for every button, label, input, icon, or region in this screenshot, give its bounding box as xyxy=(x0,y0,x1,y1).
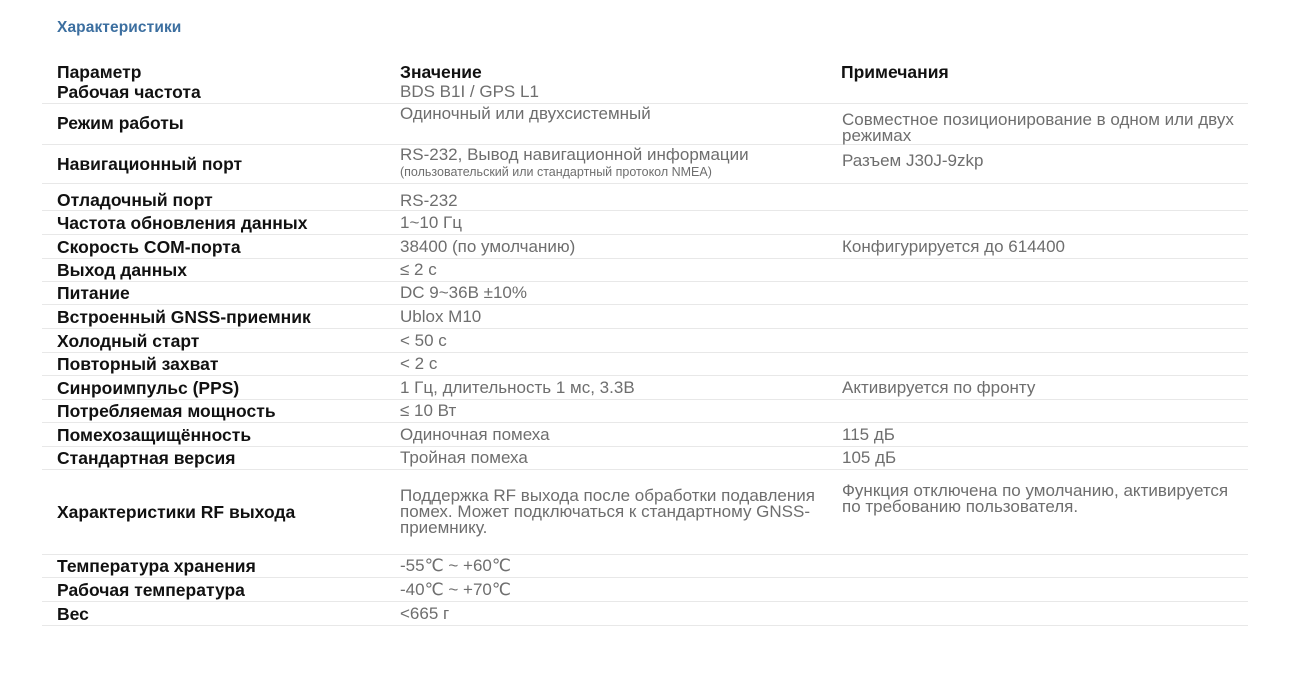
value-cell: Одиночная помеха xyxy=(385,423,826,447)
table-header-row xyxy=(42,63,1248,84)
value-cell: <665 г xyxy=(385,602,826,626)
note-cell xyxy=(826,305,1248,329)
table-row xyxy=(42,376,1248,400)
value-cell: DC 9~36В ±10% xyxy=(385,282,826,305)
table-row xyxy=(42,145,1248,184)
param-cell: Частота обновления данных xyxy=(42,211,385,235)
table-row xyxy=(42,305,1248,329)
table-row xyxy=(42,353,1248,376)
note-cell: 105 дБ xyxy=(826,447,1248,470)
param-cell: Питание xyxy=(42,282,385,305)
table-row xyxy=(42,84,1248,104)
value-cell: 38400 (по умолчанию) xyxy=(385,235,826,259)
value-cell: 1 Гц, длительность 1 мс, 3.3В xyxy=(385,376,826,400)
table-row xyxy=(42,104,1248,145)
column-header-value: Значение xyxy=(400,62,482,82)
value-cell: ≤ 10 Вт xyxy=(385,400,826,423)
table-row xyxy=(42,211,1248,235)
table-row xyxy=(42,259,1248,282)
param-cell: Рабочая частота xyxy=(42,84,385,104)
note-cell xyxy=(826,211,1248,235)
note-cell xyxy=(826,555,1248,578)
param-cell: Стандартная версия xyxy=(42,447,385,470)
param-cell: Вес xyxy=(42,602,385,626)
value-cell: Ublox M10 xyxy=(385,305,826,329)
table-row xyxy=(42,447,1248,470)
param-cell: Температура хранения xyxy=(42,555,385,578)
param-cell: Холодный старт xyxy=(42,329,385,353)
value-cell: ≤ 2 с xyxy=(385,259,826,282)
table-row xyxy=(42,184,1248,211)
note-cell xyxy=(826,329,1248,353)
note-cell xyxy=(826,184,1248,211)
value-cell: -55℃ ~ +60℃ xyxy=(385,555,826,578)
table-row xyxy=(42,555,1248,578)
note-cell: Совместное позиционирование в одном или двух режимах xyxy=(826,104,1248,145)
value-subnote: (пользовательский или стандартный протокол NMEA) xyxy=(400,165,712,179)
note-cell: Активируется по фронту xyxy=(826,376,1248,400)
value-cell: Поддержка RF выхода после обработки подавления помех. Может подключаться к стандартному GNSS-приемнику. xyxy=(385,470,826,555)
param-cell: Режим работы xyxy=(42,104,385,145)
note-cell: Разъем J30J-9zkp xyxy=(826,145,1248,184)
param-cell: Помехозащищённость xyxy=(42,423,385,447)
note-cell xyxy=(826,400,1248,423)
value-cell: < 50 с xyxy=(385,329,826,353)
value-cell: -40℃ ~ +70℃ xyxy=(385,578,826,602)
value-cell: RS-232 xyxy=(385,184,826,211)
note-cell: Функция отключена по умолчанию, активируется по требованию пользователя. xyxy=(826,470,1248,555)
param-cell: Характеристики RF выхода xyxy=(42,470,385,555)
value-cell: 1~10 Гц xyxy=(385,211,826,235)
column-header-param: Параметр xyxy=(57,62,142,82)
note-cell xyxy=(826,84,1248,104)
table-row xyxy=(42,423,1248,447)
value-main: RS-232, Вывод навигационной информации xyxy=(400,145,749,164)
param-cell: Встроенный GNSS-приемник xyxy=(42,305,385,329)
table-row xyxy=(42,235,1248,259)
note-cell xyxy=(826,259,1248,282)
param-cell: Скорость COM-порта xyxy=(42,235,385,259)
note-cell xyxy=(826,282,1248,305)
note-cell xyxy=(826,578,1248,602)
param-cell: Навигационный порт xyxy=(42,145,385,184)
section-title: Характеристики xyxy=(57,19,182,36)
table-row xyxy=(42,329,1248,353)
param-cell: Повторный захват xyxy=(42,353,385,376)
param-cell: Синроимпульс (PPS) xyxy=(42,376,385,400)
table-row xyxy=(42,470,1248,555)
note-cell xyxy=(826,602,1248,626)
param-cell: Рабочая температура xyxy=(42,578,385,602)
spec-table xyxy=(42,63,1248,626)
note-cell: 115 дБ xyxy=(826,423,1248,447)
table-row xyxy=(42,400,1248,423)
param-cell: Выход данных xyxy=(42,259,385,282)
table-row xyxy=(42,578,1248,602)
param-cell: Отладочный порт xyxy=(42,184,385,211)
value-cell xyxy=(385,145,826,184)
table-row xyxy=(42,282,1248,305)
value-cell: Одиночный или двухсистемный xyxy=(385,104,826,145)
table-row xyxy=(42,602,1248,626)
value-cell: < 2 с xyxy=(385,353,826,376)
note-cell xyxy=(826,353,1248,376)
note-cell: Конфигурируется до 614400 xyxy=(826,235,1248,259)
column-header-note: Примечания xyxy=(841,62,949,82)
param-cell: Потребляемая мощность xyxy=(42,400,385,423)
value-cell: BDS B1I / GPS L1 xyxy=(385,84,826,104)
value-cell: Тройная помеха xyxy=(385,447,826,470)
